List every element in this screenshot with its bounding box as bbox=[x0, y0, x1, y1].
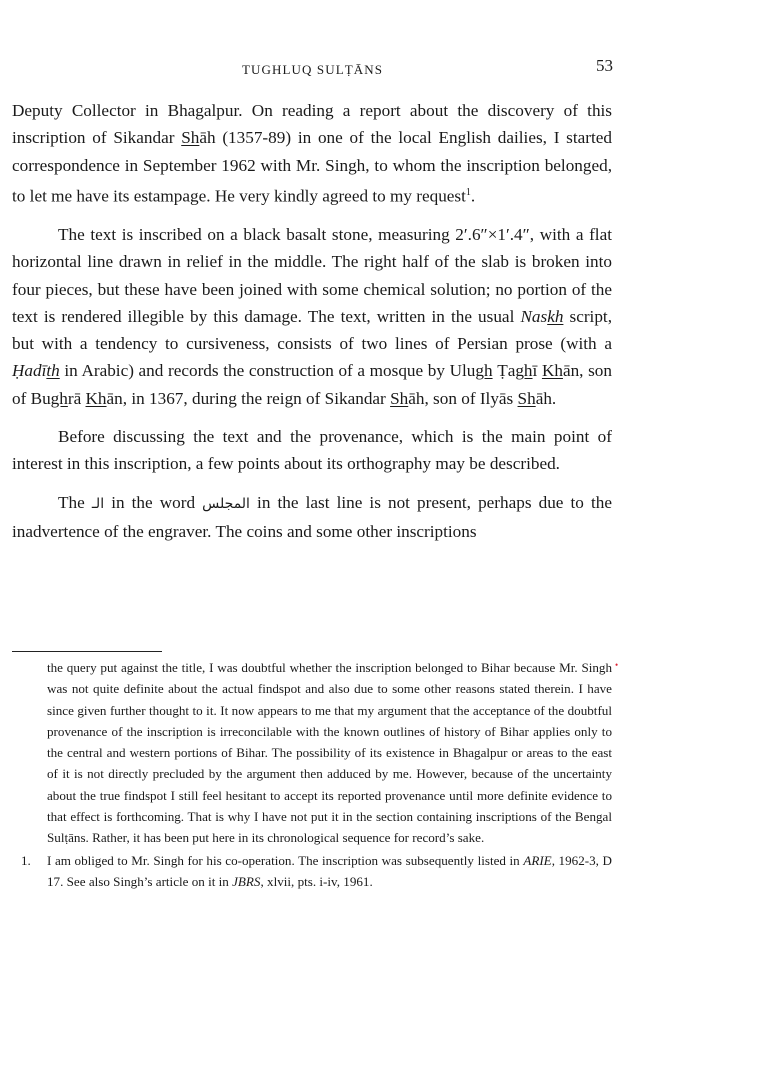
paragraph-3: Before discussing the text and the provenance, which is the main point of interest in this inscription, a few points about its orthography may be described. bbox=[12, 427, 612, 474]
journal-jbrs: JBRS bbox=[232, 873, 261, 889]
page-header bbox=[0, 56, 777, 80]
paragraph-2: The text is inscribed on a black basalt stone, measuring 2′.6″×1′.4″, with a flat horizontal line drawn in relief in the middle. The right half of the slab is broken into four pieces, but these have been joined with some chemical solution; no portion of the text is rendered illegible by this damage. The text, written in the usual Naskh script, but with a tendency to cursiveness, consists of two lines of Persian prose (with a Ḥadīth in Arabic) and records the construction of a mosque by Ulugh Ṭaghī Khān, son of Bughrā Khān, in 1367, during the reign of Sikandar Shāh, son of Ilyās Shāh. bbox=[12, 224, 612, 408]
page-number: 53 bbox=[596, 56, 613, 75]
footnote-1: 1. I am obliged to Mr. Singh for his co-operation. The inscription was subsequently listed in ARIE, 1962-3, D 17. See also Singh’s article on it in JBRS, xlvii, pts. i-iv, 1961. bbox=[47, 850, 612, 893]
footnote-divider bbox=[12, 651, 162, 652]
arabic-word: المجلس bbox=[202, 495, 250, 512]
red-dot-mark: • bbox=[615, 660, 619, 670]
term-naskh: Naskh bbox=[520, 306, 564, 326]
running-title: TUGHLUQ SULṬĀNS bbox=[242, 62, 384, 77]
body-text bbox=[12, 97, 612, 556]
term-hadith: Ḥadīth bbox=[12, 361, 60, 381]
footnote-marker: 1. bbox=[21, 852, 31, 868]
footnote-continuation: the query put against the title, I was doubtful whether the inscription belonged to Bihar because Mr. Singh was not quite definite about the actual findspot and also due to some other reasons stated therein. I have since given further thought to it. It now appears to me that my argument that the acceptance of the doubtful provenance of the inscription is irreconcilable with the known outlines of history of Bihar applies only to the central and western portions of Bihar. The possibility of its existence in Bhagalpur or areas to the east of it is not directly precluded by the argument then adduced by me. However, because of the uncertainty about the true findspot I still feel hesitant to accept its reported provenance until more definite evidence to that effect is forthcoming. That is why I have not put it in the section containing inscriptions of the Bengal Sulṭāns. Rather, it has been put here in its chronological sequence for record’s sake. bbox=[47, 660, 612, 846]
arabic-al: الـ bbox=[91, 495, 105, 512]
footnotes bbox=[21, 657, 612, 892]
journal-arie: ARIE bbox=[523, 852, 552, 868]
footnote-ref-1: 1 bbox=[465, 186, 471, 198]
paragraph-1: Deputy Collector in Bhagalpur. On reading a report about the discovery of this inscription of Sikandar Shāh (1357-89) in one of the local English dailies, I started correspondence in September 1962 with Mr. Singh, to whom the inscription belonged, to let me have its estampage. He very kindly agreed to my request$^1$. bbox=[12, 101, 612, 206]
paragraph-4: The الـ in the word المجلس in the last line is not present, perhaps due to the inadvertence of the engraver. The coins and some other inscriptions bbox=[12, 492, 612, 541]
